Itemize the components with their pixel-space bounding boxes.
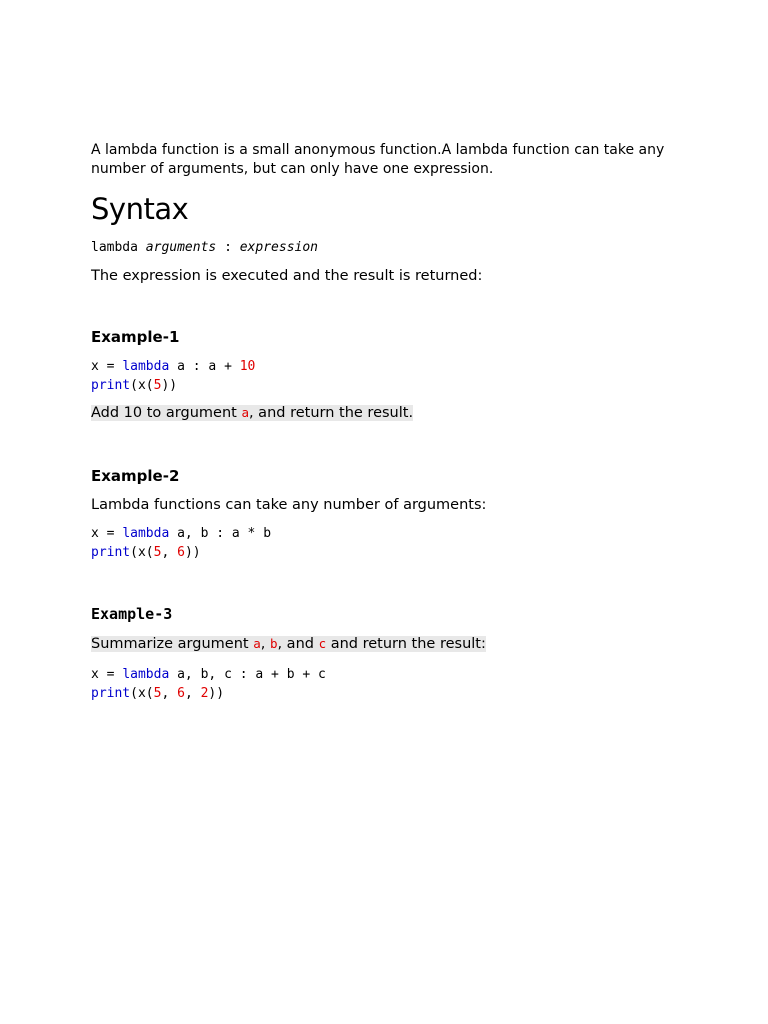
code-arg: 5 [153, 685, 162, 701]
code-operator: = [106, 667, 115, 682]
code-body: a + [208, 359, 232, 374]
note-text: , and [277, 636, 319, 652]
code-arg: 6 [177, 685, 185, 701]
note-text: , [260, 636, 270, 652]
code-call-open: (x( [130, 544, 154, 560]
intro-paragraph: A lambda function is a small anonymous function.A lambda function can take any number of arguments, but can only have one expression. [91, 142, 665, 177]
example2-description: Lambda functions can take any number of arguments: [91, 497, 487, 513]
note-inline-var: c [318, 636, 327, 651]
example2-code-block [91, 525, 271, 562]
example3-heading: Example-3 [91, 605, 173, 623]
code-body: a + b + c [255, 667, 326, 682]
code-function: print [91, 377, 131, 393]
syntax-arguments: arguments [145, 240, 217, 255]
code-body: a * b [231, 526, 272, 541]
code-call-open: (x( [130, 685, 154, 701]
code-arg: 6 [177, 544, 185, 560]
syntax-code-line [91, 240, 318, 255]
code-call-close: )) [184, 544, 201, 560]
code-function: print [91, 544, 131, 560]
example1-note [91, 405, 413, 421]
code-params: a [177, 359, 185, 374]
code-var: x [91, 667, 99, 682]
example3-note [91, 636, 486, 652]
syntax-expression: expression [239, 240, 319, 255]
code-params: a, b, c [177, 667, 232, 682]
code-call-open: (x( [130, 377, 154, 393]
code-var: x [91, 526, 99, 541]
note-inline-var: a [241, 405, 249, 420]
code-function: print [91, 685, 131, 701]
code-comma: , [161, 544, 178, 560]
code-var: x [91, 359, 99, 374]
code-separator: : [239, 667, 248, 682]
syntax-heading: Syntax [91, 192, 189, 226]
note-text: Add 10 to argument [91, 405, 242, 421]
code-separator: : [216, 526, 225, 541]
code-keyword: lambda [122, 667, 170, 682]
code-arg: 2 [200, 685, 209, 701]
syntax-separator: : [224, 240, 232, 255]
example1-heading: Example-1 [91, 328, 180, 346]
note-text: and return the result: [326, 636, 486, 652]
syntax-keyword: lambda [91, 240, 138, 255]
example2-heading: Example-2 [91, 467, 180, 485]
code-operator: = [106, 359, 115, 374]
code-arg: 5 [153, 377, 162, 393]
note-inline-var: b [269, 636, 278, 651]
code-arg: 5 [153, 544, 162, 560]
code-comma: , [161, 685, 178, 701]
note-inline-var: a [253, 636, 261, 651]
code-operator: = [106, 526, 115, 541]
syntax-description: The expression is executed and the result is returned: [91, 268, 483, 284]
code-params: a, b [177, 526, 209, 541]
code-keyword: lambda [122, 526, 170, 541]
code-comma: , [184, 685, 201, 701]
code-call-close: )) [161, 377, 178, 393]
code-keyword: lambda [122, 359, 170, 374]
code-number: 10 [239, 359, 256, 374]
code-call-close: )) [208, 685, 225, 701]
example3-code-block [91, 666, 326, 703]
code-separator: : [192, 359, 201, 374]
example1-code-block [91, 358, 255, 395]
note-text: Summarize argument [91, 636, 254, 652]
note-text: , and return the result. [248, 405, 414, 421]
